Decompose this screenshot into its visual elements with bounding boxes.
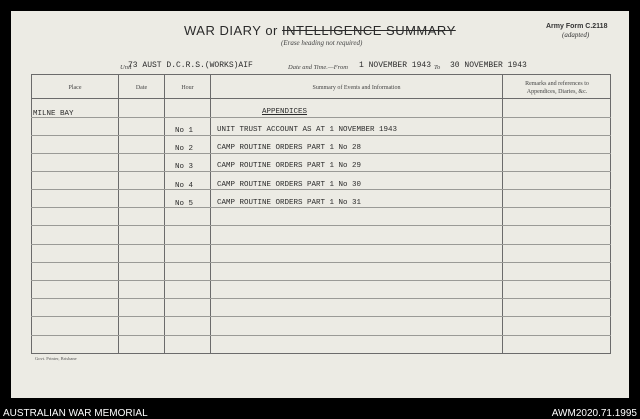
row-line <box>31 207 611 208</box>
accession-number: AWM2020.71.1995 <box>551 408 637 419</box>
printer-imprint: Govt. Printer, Brisbane <box>35 356 77 361</box>
entry-hour: No 2 <box>175 145 194 153</box>
row-line <box>31 153 611 154</box>
entry-summary-heading: APPENDICES <box>262 108 308 116</box>
unit-label: Unit <box>120 64 132 71</box>
entry-summary: CAMP ROUTINE ORDERS PART 1 No 30 <box>217 181 362 189</box>
row-line <box>31 189 611 190</box>
date-label: Date and Time.—From <box>288 64 348 71</box>
entry-summary: UNIT TRUST ACCOUNT AS AT 1 NOVEMBER 1943 <box>217 126 398 134</box>
form-note: (adapted) <box>562 31 590 39</box>
col-divider-hour <box>164 74 165 354</box>
form-number: Army Form C.2118 <box>546 23 608 30</box>
entry-summary: CAMP ROUTINE ORDERS PART 1 No 28 <box>217 144 362 152</box>
col-divider-remarks <box>502 74 503 354</box>
row-line <box>31 316 611 317</box>
row-line <box>31 262 611 263</box>
table-right-rule <box>610 74 611 354</box>
title-struck: INTELLIGENCE SUMMARY <box>282 23 456 38</box>
form-title <box>184 23 456 38</box>
form-subtitle: (Erase heading not required) <box>281 39 363 47</box>
table-left-rule <box>31 74 32 354</box>
entry-summary: CAMP ROUTINE ORDERS PART 1 No 29 <box>217 162 362 170</box>
column-header-remarks: Remarks and references to Appendices, Diaries, &c. <box>525 81 589 95</box>
column-header-hour: Hour <box>181 85 194 91</box>
entry-hour: No 5 <box>175 200 194 208</box>
to-date-value: 30 NOVEMBER 1943 <box>450 61 527 70</box>
row-line <box>31 298 611 299</box>
unit-value: 73 AUST D.C.R.S.(WORKS)AIF <box>128 61 253 70</box>
row-line <box>31 244 611 245</box>
column-header-date: Date <box>135 85 148 91</box>
entry-hour: No 1 <box>175 127 194 135</box>
col-divider-summary <box>210 74 211 354</box>
entry-hour: No 3 <box>175 163 194 171</box>
col-divider-date <box>118 74 119 354</box>
entry-place: MILNE BAY <box>33 110 74 118</box>
entry-hour: No 4 <box>175 182 194 190</box>
column-header-summary: Summary of Events and Information <box>312 85 401 91</box>
row-line <box>31 280 611 281</box>
to-label: To <box>434 64 441 71</box>
row-line <box>31 117 611 118</box>
from-date-value: 1 NOVEMBER 1943 <box>359 61 432 70</box>
row-line <box>31 225 611 226</box>
title-main: WAR DIARY or <box>184 23 283 38</box>
entry-summary: CAMP ROUTINE ORDERS PART 1 No 31 <box>217 199 362 207</box>
archive-credit: AUSTRALIAN WAR MEMORIAL <box>3 408 148 419</box>
row-line <box>31 135 611 136</box>
column-header-place: Place <box>68 85 82 91</box>
row-line <box>31 171 611 172</box>
row-line <box>31 335 611 336</box>
